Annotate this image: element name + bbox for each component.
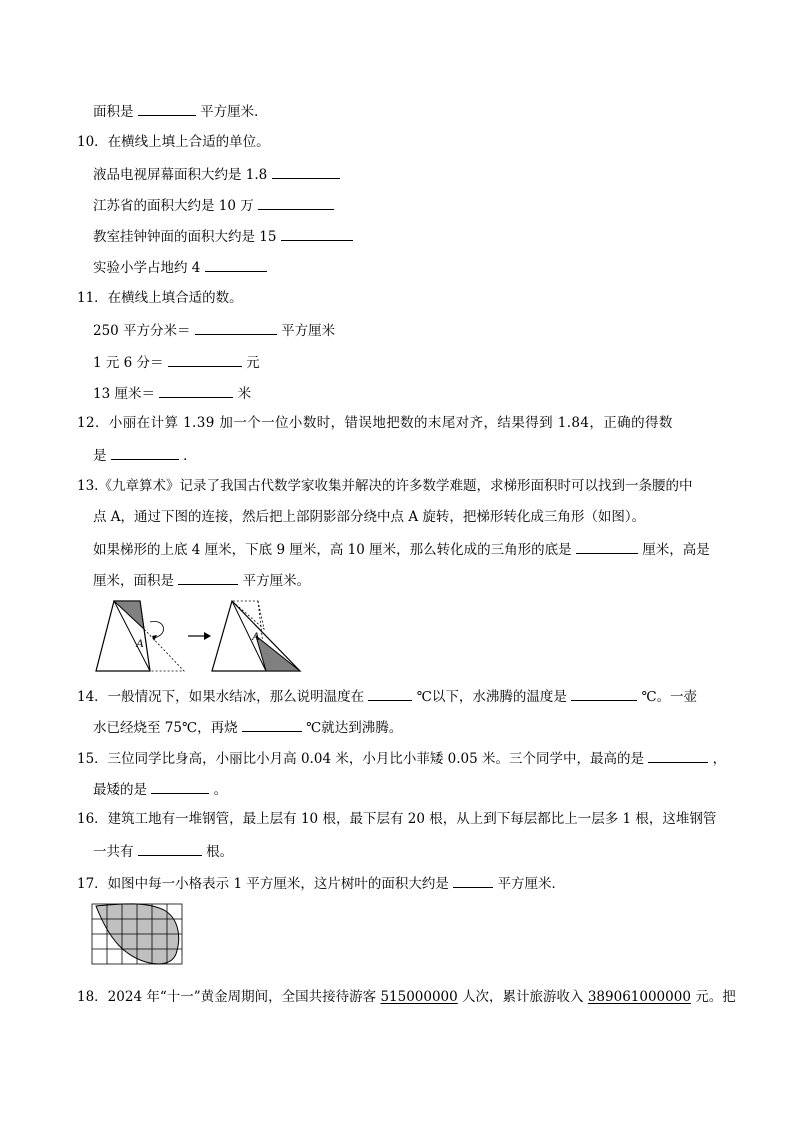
text: 面积是 [93,104,134,120]
q12-line2 [93,445,197,465]
q15-line2 [93,779,227,799]
text: ． [183,448,197,464]
revenue-number: 389061000000 [587,989,691,1005]
area-line [93,101,268,121]
answer-blank[interactable] [205,257,267,272]
text: 厘米，高是 [642,542,710,558]
q14-line2 [93,717,402,737]
answer-blank[interactable] [168,352,242,367]
leaf-grid-figure [90,902,190,968]
text: 18．2024 年“十一”黄金周期间，全国共接待游客 [77,989,377,1005]
q10-title: 10．在横线上填上合适的单位。 [77,134,270,150]
text: 1 元 6 分＝ [93,355,164,371]
q13-line1: 13.《九章算术》记录了我国古代数学家收集并解决的许多数学难题，求梯形面积时可以找到一条腰的中 [77,478,693,494]
q10-item [93,195,334,215]
text: ℃。一壶 [641,689,698,705]
q11-title: 11．在横线上填合适的数。 [77,290,243,306]
answer-blank[interactable] [178,570,238,585]
answer-blank[interactable] [368,686,412,701]
q15-line1 [77,748,726,768]
point-a-label: A [136,636,144,650]
q11-item [93,320,335,340]
text: ℃就达到沸腾。 [306,720,403,736]
text: 14．一般情况下，如果水结冰，那么说明温度在 [77,689,365,705]
q14-line1 [77,686,697,706]
answer-blank[interactable] [159,383,233,398]
trapezoid-figure [92,600,312,672]
text: 人次，累计旅游收入 [462,989,584,1005]
q18-line1 [77,988,736,1006]
answer-blank[interactable] [281,226,353,241]
text: 江苏省的面积大约是 10 万 [93,198,254,214]
q12-line1: 12．小丽在计算 1.39 加一个一位小数时，错误地把数的末尾对齐，结果得到 1.84，正确的得数 [77,415,673,431]
q13-line2: 点 A，通过下图的连接，然后把上部阴影部分绕中点 A 旋转，把梯形转化成三角形（如图）。 [93,509,646,525]
transform-arrow-head [204,632,211,640]
q17-line1 [77,873,565,893]
dashed-triangle [144,629,184,671]
q10-item [93,164,340,184]
text: 液品电视屏幕面积大约是 1.8 [93,167,268,183]
text: 平方厘米。 [242,573,311,589]
q10-item [93,257,267,277]
text: 是 [93,448,107,464]
text: 根。 [206,844,234,860]
answer-blank[interactable] [576,539,638,554]
text: 15．三位同学比身高，小丽比小月高 0.04 米，小月比小菲矮 0.05 米。三个同学中，最高的是 [77,751,644,767]
text: 水已经烧至 75℃，再烧 [93,720,238,736]
q11-item [93,352,260,372]
rotate-arrow [150,621,164,638]
text: 如果梯形的上底 4 厘米，下底 9 厘米，高 10 厘米，那么转化成的三角形的底是 [93,542,572,558]
point-a-label: A [252,629,260,643]
answer-blank[interactable] [111,445,179,460]
answer-blank[interactable] [138,841,202,856]
text: 厘米，面积是 [93,573,174,589]
text: 米 [237,386,252,402]
answer-blank[interactable] [195,320,277,335]
text: 教室挂钟钟面的面积大约是 15 [93,229,277,245]
q16-line2 [93,841,233,861]
text: 元 [246,355,260,371]
text: 250 平方分米＝ [93,323,191,339]
visitors-number: 515000000 [380,989,458,1005]
answer-blank[interactable] [272,164,340,179]
text: 平方厘米 [281,323,336,339]
text: 13 厘米＝ [93,386,155,402]
text: ， [712,751,727,767]
text: 一共有 [93,844,134,860]
answer-blank[interactable] [258,195,334,210]
text: ℃以下，水沸腾的温度是 [416,689,567,705]
text: 17．如图中每一小格表示 1 平方厘米，这片树叶的面积大约是 [77,876,449,892]
answer-blank[interactable] [242,717,302,732]
text: 。 [213,782,228,798]
answer-blank[interactable] [571,686,637,701]
q13-line4 [93,570,310,590]
text: 元。把 [695,989,736,1005]
q13-line3 [93,539,710,559]
answer-blank[interactable] [151,779,209,794]
q11-item [93,383,251,403]
q16-line1: 16．建筑工地有一堆钢管，最上层有 10 根，最下层有 20 根，从上到下每层都比上一层多 1 根，这堆钢管 [77,811,717,827]
text: 实验小学占地约 4 [93,260,201,276]
answer-blank[interactable] [648,748,708,763]
text: 平方厘米． [497,876,565,892]
answer-blank[interactable] [453,873,493,888]
text: 最矮的是 [93,782,147,798]
q10-item [93,226,353,246]
text: 平方厘米． [200,104,268,120]
answer-blank[interactable] [138,101,196,116]
